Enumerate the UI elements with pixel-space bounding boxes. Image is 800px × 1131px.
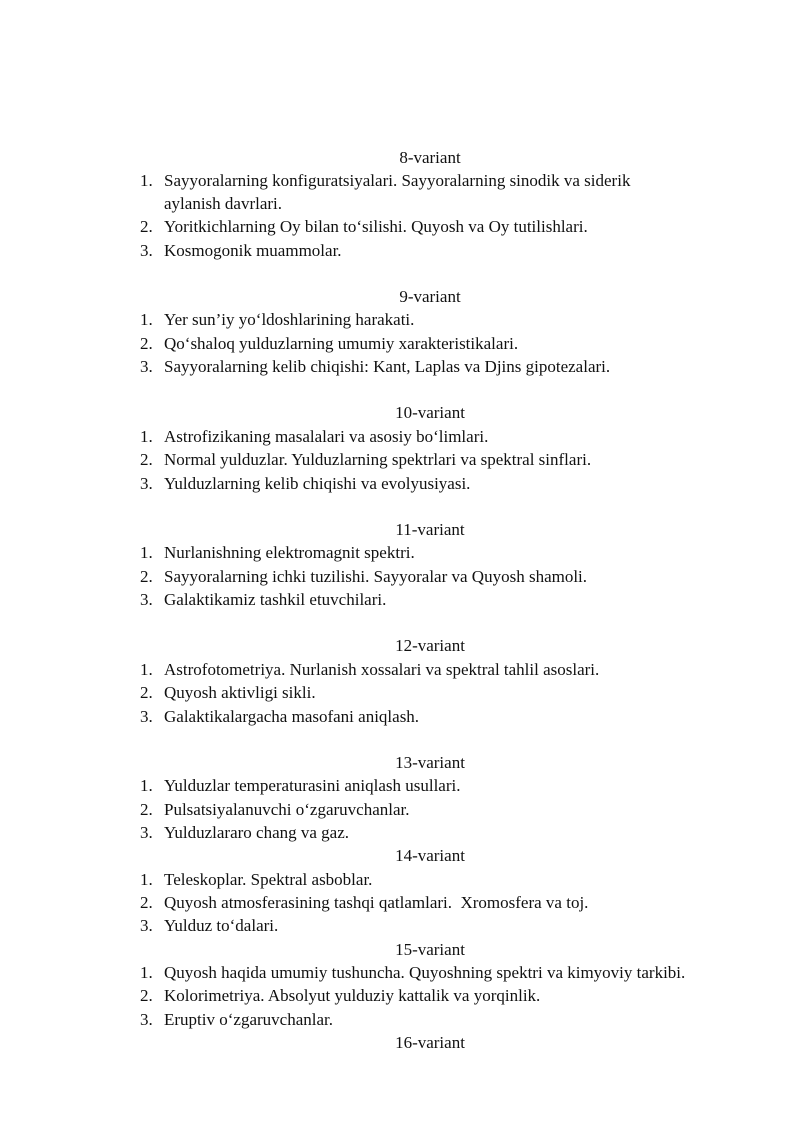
item-text: Sayyoralarning kelib chiqishi: Kant, Laplas va Djins gipotezalari. [164, 357, 611, 376]
item-number: 2. [140, 334, 153, 353]
item-number: 1. [140, 963, 153, 982]
item-text: Qo‘shaloq yulduzlarning umumiy xarakteristikalari. [164, 334, 519, 353]
item-text: Teleskoplar. Spektral asboblar. [164, 870, 373, 889]
item-text: Astrofizikaning masalalari va asosiy bo‘limlari. [164, 427, 489, 446]
variant-heading: 16-variant [395, 1033, 465, 1052]
item-text: Yulduzlarning kelib chiqishi va evolyusiyasi. [164, 474, 471, 493]
variant-heading: 12-variant [395, 636, 465, 655]
variant-heading: 15-variant [395, 940, 465, 959]
item-number: 3. [140, 357, 153, 376]
item-number: 2. [140, 450, 153, 469]
item-number: 1. [140, 660, 153, 679]
variant-heading: 9-variant [399, 287, 461, 306]
item-number: 3. [140, 474, 153, 493]
item-text: Quyosh aktivligi sikli. [164, 683, 316, 702]
item-number: 1. [140, 870, 153, 889]
variant-heading: 14-variant [395, 846, 465, 865]
item-number: 1. [140, 427, 153, 446]
item-text: Galaktikamiz tashkil etuvchilari. [164, 590, 387, 609]
item-text: Yulduzlararo chang va gaz. [164, 823, 350, 842]
item-text: aylanish davrlari. [164, 194, 283, 213]
item-text: Yer sun’iy yo‘ldoshlarining harakati. [164, 310, 415, 329]
item-number: 1. [140, 776, 153, 795]
item-number: 2. [140, 217, 153, 236]
item-text: Yoritkichlarning Oy bilan to‘silishi. Quyosh va Oy tutilishlari. [164, 217, 588, 236]
variant-heading: 11-variant [395, 520, 465, 539]
item-number: 2. [140, 800, 153, 819]
variant-heading: 8-variant [399, 148, 461, 167]
item-text: Galaktikalargacha masofani aniqlash. [164, 707, 420, 726]
item-text: Pulsatsiyalanuvchi o‘zgaruvchanlar. [164, 800, 410, 819]
item-number: 2. [140, 986, 153, 1005]
item-text: Yulduz to‘dalari. [164, 916, 279, 935]
item-text: Quyosh atmosferasining tashqi qatlamlari. Xromosfera va toj. [164, 893, 589, 912]
item-text: Sayyoralarning ichki tuzilishi. Sayyoralar va Quyosh shamoli. [164, 567, 588, 586]
item-number: 3. [140, 1010, 153, 1029]
item-number: 2. [140, 567, 153, 586]
item-number: 3. [140, 590, 153, 609]
item-number: 3. [140, 241, 153, 260]
item-text: Sayyoralarning konfiguratsiyalari. Sayyoralarning sinodik va siderik [164, 171, 631, 190]
variant-heading: 13-variant [395, 753, 465, 772]
item-number: 3. [140, 916, 153, 935]
item-number: 1. [140, 543, 153, 562]
item-text: Yulduzlar temperaturasini aniqlash usullari. [164, 776, 461, 795]
variant-heading: 10-variant [395, 403, 465, 422]
item-number: 3. [140, 823, 153, 842]
item-number: 1. [140, 310, 153, 329]
item-text: Quyosh haqida umumiy tushuncha. Quyoshning spektri va kimyoviy tarkibi. [164, 963, 686, 982]
item-text: Eruptiv o‘zgaruvchanlar. [164, 1010, 333, 1029]
item-number: 2. [140, 683, 153, 702]
item-text: Normal yulduzlar. Yulduzlarning spektrlari va spektral sinflari. [164, 450, 592, 469]
item-text: Kolorimetriya. Absolyut yulduziy kattalik va yorqinlik. [164, 986, 541, 1005]
item-number: 1. [140, 171, 153, 190]
item-number: 2. [140, 893, 153, 912]
item-number: 3. [140, 707, 153, 726]
item-text: Nurlanishning elektromagnit spektri. [164, 543, 415, 562]
item-text: Kosmogonik muammolar. [164, 241, 342, 260]
item-text: Astrofotometriya. Nurlanish xossalari va spektral tahlil asoslari. [164, 660, 600, 679]
